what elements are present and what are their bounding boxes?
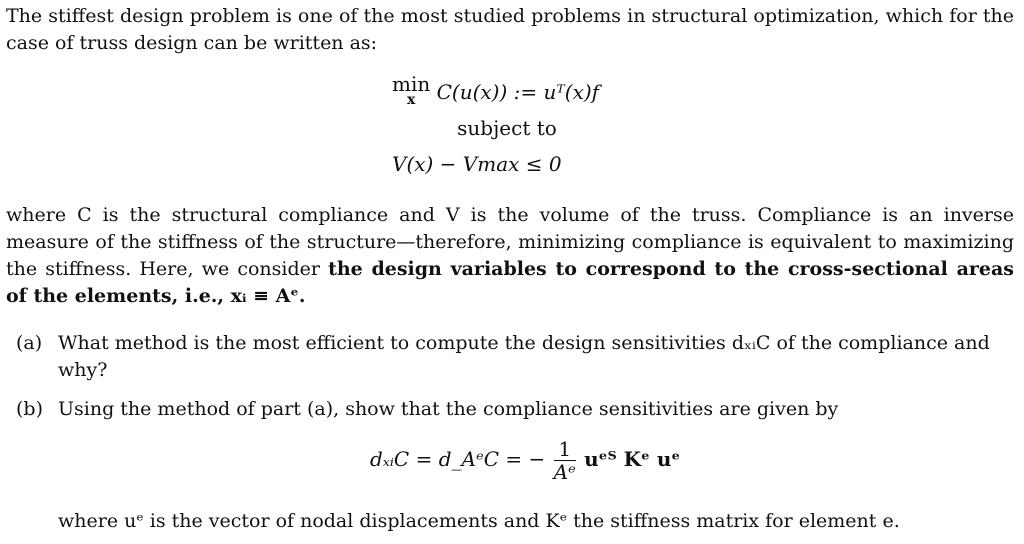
constraint-row: V(x) − Vmax ≤ 0 [392,152,562,176]
min-operator: min x [392,72,431,108]
item-marker: (a) [16,332,43,354]
item-text: Using the method of part (a), show that the compliance sensitivities are given by [58,398,839,420]
explanation-paragraph: where C is the structural compliance and V is the volume of the truss. Compliance is an inverse measure of the stiffness of the structure—therefore, minimizing compliance is equivalent to maximizing the stiffness. Here, we consider the design variables to correspond to the cross-sectional areas of the elements, i.e., xᵢ ≡ Aᵉ. [6,204,1014,307]
optimization-problem [392,74,622,182]
fraction: $\frac{1}{\text{Aᵉ}}$ [553,437,576,484]
list-item [16,330,1014,384]
question-list [16,330,1014,435]
list-item [16,396,1014,423]
sensitivity-formula: dₓᵢC = d_AᵉC = − $\frac{1}{\text{Aᵉ}}$ uᵉᵀ Kᵉ uᵉ [370,437,681,484]
design-variable-statement: the design variables to correspond to the cross-sectional areas of the elements, i.e., xᵢ ≡ Aᵉ. [6,258,1014,307]
intro-paragraph: The stiffest design problem is one of the most studied problems in structural optimization, which for the case of truss design can be written as: [6,5,1014,54]
subject-to-row: subject to [457,116,557,140]
objective-expression: C(u(x)) := uᵀ(x)f [436,80,600,104]
item-marker: (b) [16,398,43,420]
closing-sentence: where uᵉ is the vector of nodal displacements and Kᵉ the stiffness matrix for element e. [58,510,900,532]
objective-row [392,74,622,110]
item-text: What method is the most efficient to compute the design sensitivities dₓᵢC of the compliance and why? [58,332,990,381]
